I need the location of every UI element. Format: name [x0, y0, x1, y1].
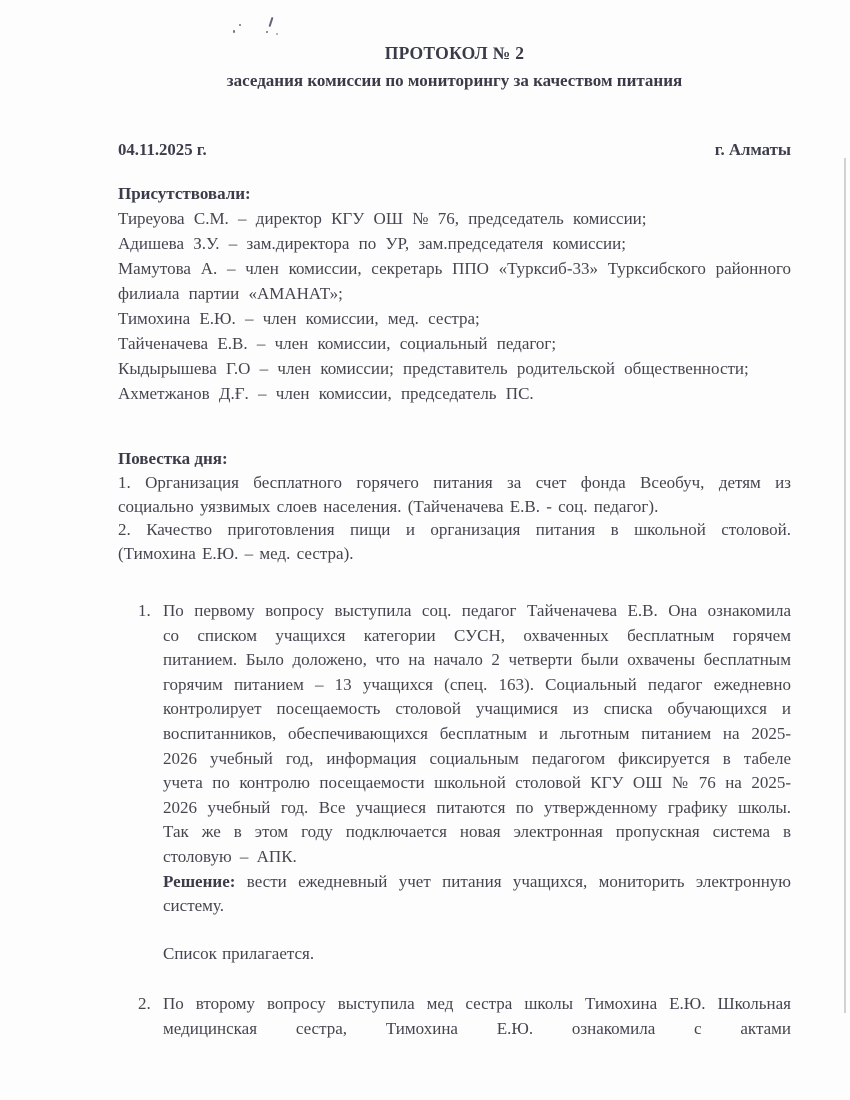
document-date: 04.11.2025 г.	[118, 140, 207, 159]
agenda-item: 2. Качество приготовления пищи и организация питания в школьной столовой. (Тимохина Е.Ю. – мед. сестра).	[118, 520, 791, 563]
attendees-heading: Присутствовали:	[118, 184, 251, 203]
minute-item-1	[118, 599, 791, 966]
attendee-entry: Тимохина Е.Ю. – член комиссии, мед. сестра;	[118, 309, 480, 328]
attendees-section	[118, 181, 791, 406]
decision-text: вести ежедневный учет питания учащихся, мониторить электронную систему.	[163, 871, 791, 916]
minute-number: 2.	[138, 994, 151, 1014]
minute-number: 1.	[138, 601, 151, 620]
document-title: ПРОТОКОЛ № 2	[384, 43, 525, 63]
document-city: г. Алматы	[714, 140, 791, 159]
ink-slash-mark	[269, 17, 274, 27]
ink-speckle	[266, 31, 268, 33]
attendee-entry: Ахметжанов Д.Ғ. – член комиссии, председатель ПС.	[118, 384, 534, 403]
decision-paragraph	[163, 870, 791, 919]
minutes-section	[118, 599, 791, 1042]
document-content	[118, 40, 791, 1042]
attendee-entry: Тиреуова С.М. – директор КГУ ОШ № 76, председатель комиссии;	[118, 209, 647, 228]
decision-label: Решение:	[163, 871, 236, 891]
document-subtitle: заседания комиссии по мониторингу за качеством питания	[226, 71, 683, 90]
attendee-entry: Адишева З.У. – зам.директора по УР, зам.председателя комиссии;	[118, 234, 626, 253]
attendee-entry: Кыдырышева Г.О – член комиссии; представитель родительской общественности;	[118, 359, 749, 378]
agenda-section	[118, 446, 791, 565]
agenda-heading: Повестка дня:	[118, 449, 228, 468]
agenda-item: 1. Организация бесплатного горячего питания за счет фонда Всеобуч, детям из социально уязвимых слоев населения. (Тайченачева Е.В. - соц. педагог).	[118, 473, 791, 516]
ink-speckle	[233, 30, 235, 33]
attachment-note: Список прилагается.	[163, 943, 315, 963]
ink-speckle	[239, 24, 241, 26]
attendee-entry: Тайченачева Е.В. – член комиссии, социальный педагог;	[118, 334, 557, 353]
minute-speech: По первому вопросу выступила соц. педагог Тайченачева Е.В. Она ознакомила со списком учащихся категории СУСН, охваченных бесплатным горячем питанием. Было доложено, что на начало 2 четверти были охвачены бесплатным горячим питанием – 13 учащихся (спец. 163). Социальный педагог ежедневно контролирует посещаемость столовой учащимися из списка обучающихся и воспитанников, обеспечивающихся бесплатным и льготным питанием на 2025-2026 учебный год, информация социальным педагогом фиксируется в табеле учета по контролю посещаемости школьной столовой КГУ ОШ № 76 на 2025-2026 учебный год. Все учащиеся питаются по утвержденному графику школы. Так же в этом году подключается новая электронная пропускная система в столовую – АПК.	[163, 601, 791, 866]
minute-speech: По второму вопросу выступила мед сестра школы Тимохина Е.Ю. Школьная медицинская сестра, Тимохина Е.Ю. ознакомила с актами	[163, 994, 791, 1038]
scan-edge-artifact	[844, 158, 846, 1013]
date-city-row	[118, 140, 791, 160]
attendee-entry: Мамутова А. – член комиссии, секретарь ППО «Турксиб-33» Турксибского районного филиала партии «АМАНАТ»;	[118, 259, 791, 303]
minute-item-2	[118, 992, 791, 1041]
ink-speckle	[276, 33, 278, 35]
